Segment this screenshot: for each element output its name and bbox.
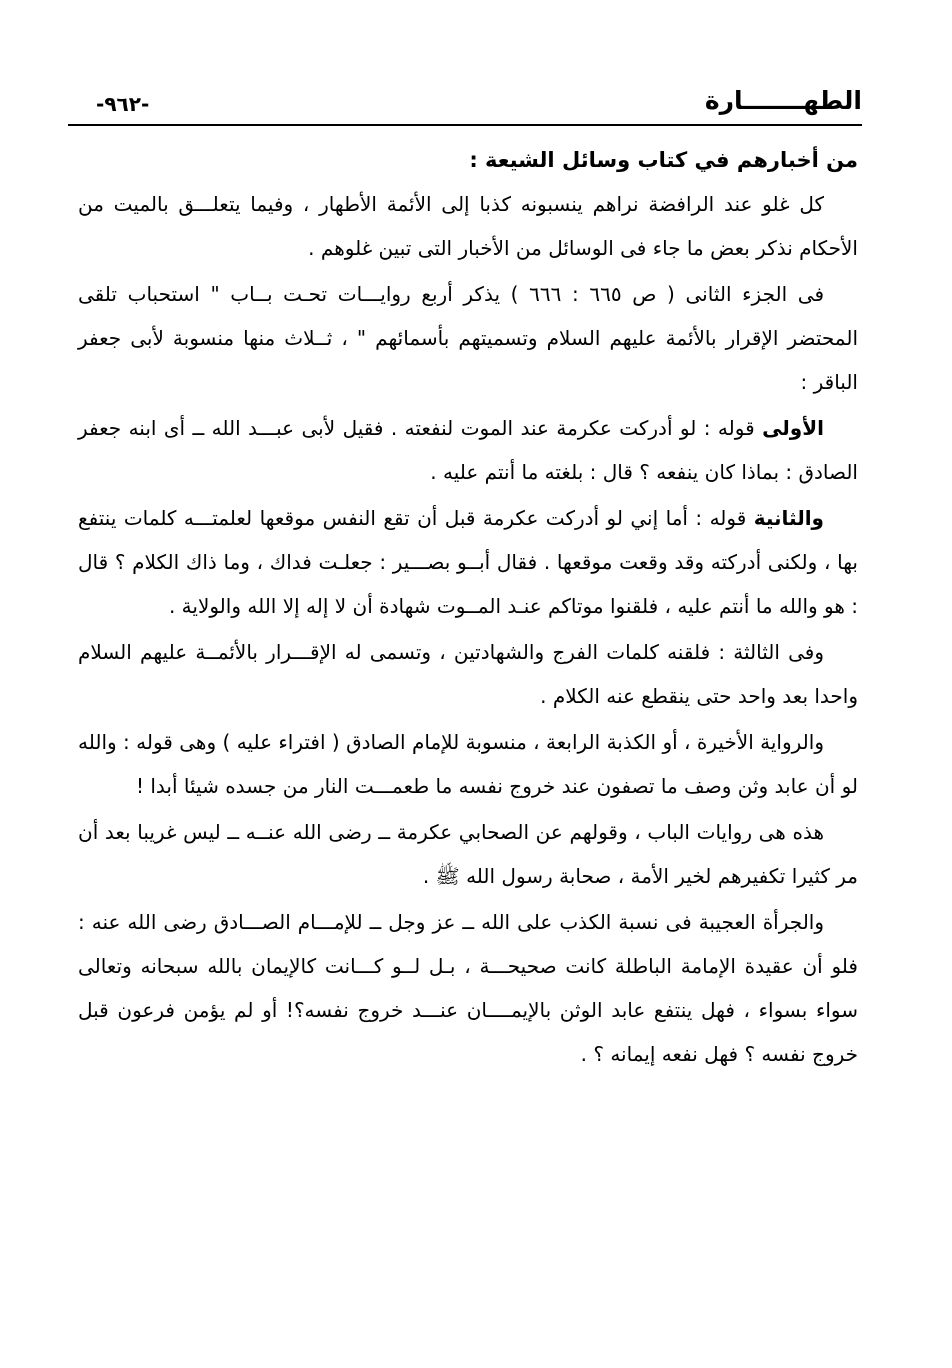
chapter-title: الطهـــــــارة	[704, 86, 862, 115]
paragraph-text: كل غلو عند الرافضة نراهم ينسبونه كذبا إلى الأئمة الأطهار ، وفيما يتعلـــق بالميت من الأحكام نذكر بعض ما جاء فى الوسائل من الأخبار التى تبين غلوهم .	[78, 192, 858, 260]
paragraph-8	[78, 900, 858, 1076]
paragraph-5	[78, 630, 858, 718]
paragraph-text: وفى الثالثة : فلقنه كلمات الفرج والشهادتين ، وتسمى له الإقـــرار بالأئمــة عليهم السلام واحدا بعد واحد حتى ينقطع عنه الكلام .	[78, 640, 858, 708]
paragraph-4	[78, 496, 858, 628]
paragraph-6	[78, 720, 858, 808]
page-number: -٩٦٢-	[96, 92, 150, 116]
paragraph-text: قوله : أما إني لو أدركت عكرمة قبل أن تقع النفس موقعها لعلمتـــه كلمات ينتفع بها ، ولكنى أدركته وقد وقعت موقعها . فقال أبــو بصـــير : جعلـت فداك ، وما ذاك الكلام ؟ قال : هو والله ما أنتم عليه ، فلقنوا موتاكم عنـد المــوت شهادة أن لا إله إلا الله والولاية .	[78, 506, 858, 618]
page-body	[78, 138, 858, 1078]
section-heading: من أخبارهم في كتاب وسائل الشيعة :	[469, 148, 858, 172]
paragraph-lead: الأولى	[762, 416, 824, 440]
paragraph-text: والجرأة العجيبة فى نسبة الكذب على الله ــ عز وجل ــ للإمـــام الصـــادق رضى الله عنه : فلو أن عقيدة الإمامة الباطلة كانت صحيحـــة ، بـل لــو كـــانت كالإيمان بالله سبحانه وتعالى سواء بسواء ، فهل ينتفع عابد الوثن بالإيمــــان عنـــد خروج نفسه؟! أو لم يؤمن فرعون قبل خروج نفسه ؟ فهل نفعه إيمانه ؟ .	[78, 910, 858, 1066]
paragraph-text: قوله : لو أدركت عكرمة عند الموت لنفعته . فقيل لأبى عبـــد الله ــ أى ابنه جعفر الصادق : بماذا كان ينفعه ؟ قال : بلغته ما أنتم عليه .	[78, 416, 858, 484]
paragraph-lead: والثانية	[753, 506, 824, 530]
paragraph-3	[78, 406, 858, 494]
paragraph-1	[78, 182, 858, 270]
paragraph-text: فى الجزء الثانى ( ص ٦٦٥ : ٦٦٦ ) يذكر أربع روايـــات تحـت بــاب " استحباب تلقى المحتضر الإقرار بالأئمة عليهم السلام وتسميتهم بأسمائهم " ، ثــلاث منها منسوبة لأبى جعفر الباقر :	[78, 282, 858, 394]
running-header	[68, 86, 862, 122]
paragraph-text: هذه هى روايات الباب ، وقولهم عن الصحابي عكرمة ــ رضى الله عنــه ــ ليس غريبا بعد أن مر كثيرا تكفيرهم لخير الأمة ، صحابة رسول الله ﷺ .	[78, 820, 858, 888]
paragraph-text: والرواية الأخيرة ، أو الكذبة الرابعة ، منسوبة للإمام الصادق ( افتراء عليه ) وهى قوله : والله لو أن عابد وثن وصف ما تصفون عند خروج نفسه ما طعمـــت النار من جسده شيئا أبدا !	[78, 730, 858, 798]
paragraph-2	[78, 272, 858, 404]
paragraph-7	[78, 810, 858, 898]
header-rule	[68, 124, 862, 126]
